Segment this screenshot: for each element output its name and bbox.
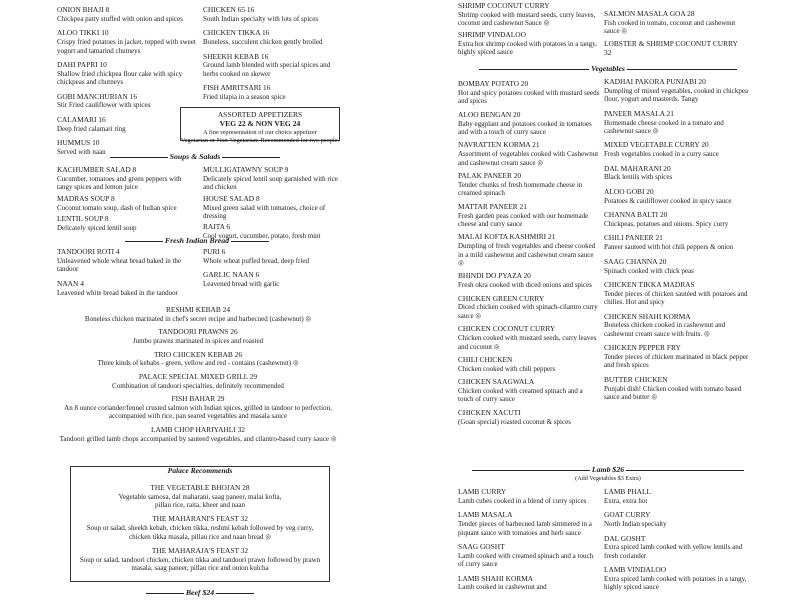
- menu-item-desc: Tender pieces of barbecued lamb simmered in a piquant sauce with tomatoes and herb sauce: [458, 520, 592, 537]
- vegetarian-icon: ◎: [475, 312, 481, 320]
- menu-item-name: CALAMARI 16: [57, 114, 106, 124]
- menu-item-desc: Vegetable samosa, dal maharani, saag paneer, malai kofta, pillau rice, raita, kheer and naan: [118, 492, 282, 509]
- menu-item-name: PALACE SPECIAL MIXED GRILL 29: [138, 371, 258, 381]
- menu-item-desc: Cucumber, tomatoes and green peppers with tangy spices and lemon juice: [57, 174, 182, 192]
- menu-item-desc: Jumbo prawns marinated in spices and roasted: [132, 337, 264, 346]
- divider: [222, 157, 280, 158]
- menu-item-desc: Spinach cooked with chick peas: [604, 266, 694, 275]
- assorted-desc-block: [155, 129, 365, 144]
- menu-item-name: NAAN 4: [57, 278, 84, 288]
- menu-item-name: LAMB CHOP HARIYAHLI 32: [151, 424, 245, 434]
- menu-item-desc: Baby eggplant and potatoes cooked in tomatoes and with a touch of curry sauce: [458, 119, 592, 136]
- menu-item-desc: Potatoes & cauliflower cooked in spicy sauce: [604, 196, 732, 205]
- menu-item-name: HOUSE SALAD 8: [203, 193, 260, 203]
- menu-item-name: BOMBAY POTATO 20: [458, 79, 529, 88]
- soups-mid: [203, 166, 338, 244]
- menu-item-name: MALAI KOFTA KASHMIRI 21: [458, 232, 556, 242]
- menu-item-desc-text: Punjabi dish! Chicken cooked with tomato based sauce and butter: [604, 384, 742, 402]
- menu-item-desc: Extra, extra hot: [604, 496, 648, 505]
- menu-item-desc: Crispy fried potatoes in jacket, topped with sweet yogurt and tamarind chutneys: [57, 38, 196, 55]
- menu-item-desc-text: Homemade cheese cooked in a tomato and cashewnut sauce: [604, 118, 724, 135]
- menu-item-desc: Fresh okra cooked with diced onions and spices: [458, 281, 592, 290]
- menu-item-desc: Dumpling of mixed vegetables, cooked in chickpea flour, yogurt and masterds. Tangy: [604, 86, 749, 104]
- section-title: Fresh Indian Bread: [164, 236, 230, 245]
- lamb-heading: [458, 465, 758, 474]
- menu-item-desc-text: Dumpling of fresh vegetables and cheese cooked in a mild cashewnut and cashewnut cream sauce: [458, 242, 596, 259]
- menu-item-name: ALOO GOBI 20: [604, 186, 654, 196]
- menu-item-desc: Tender pieces of chicken marinated in black pepper and fresh spices: [604, 353, 749, 370]
- menu-item-name: SAAG CHANNA 20: [604, 256, 667, 266]
- menu-item-name: CHICKEN SHAHI KORMA: [604, 311, 691, 321]
- menu-item-desc: Fresh vegetables cooked in a curry sauce: [604, 150, 719, 159]
- menu-item-desc: [458, 334, 600, 351]
- beef-heading: [120, 588, 280, 597]
- menu-item-name: PALAK PANEER 20: [458, 170, 522, 180]
- menu-item-name: CHICKEN TIKKA 16: [203, 28, 270, 38]
- menu-item-desc: Delicately spiced lentil soup: [57, 223, 137, 232]
- menu-item-name: GOBI MANCHURIAN 16: [57, 91, 138, 101]
- menu-item-desc: Leavened white bread baked in the tandoor: [57, 288, 178, 297]
- menu-item-desc: Lamb cubes cooked in a blend of curry spices: [458, 496, 587, 505]
- divider: [231, 241, 269, 242]
- menu-item-name: THE VEGETABLE BHOJAN 28: [150, 482, 250, 492]
- menu-item-name: ALOO BENGAN 20: [458, 109, 521, 119]
- section-title: Beef $24: [185, 588, 215, 597]
- vegetarian-icon: ◎: [652, 127, 659, 135]
- menu-item-name: CHICKEN SAAGWALA: [458, 377, 535, 387]
- menu-item-desc: North Indian specialty: [604, 520, 667, 529]
- vegetarian-icon: ◎: [537, 159, 543, 167]
- menu-item-desc: Chicken cooked with chili peppers: [458, 364, 556, 373]
- menu-item-name: CHILI CHICKEN: [458, 354, 513, 364]
- menu-item-desc: Combination of tandoori specialties, definitely recommended: [112, 381, 284, 390]
- menu-item-desc: Mixed green salad with tomatoes, choice of dressing: [203, 203, 326, 220]
- divider: [479, 69, 589, 70]
- menu-item-name: FISH AMRITSARI 16: [203, 83, 271, 93]
- menu-item-name: ONION BHAJI 8: [57, 5, 110, 14]
- menu-item-desc: [604, 19, 744, 36]
- palace-title: Palace Recommends: [167, 466, 233, 475]
- menu-item-name: SHRIMP COCONUT CURRY: [458, 1, 550, 10]
- menu-item-desc-text: Chicken cooked with mustard seeds, curry leaves and coconut: [458, 334, 597, 351]
- menu-item-name: CHILI PANEER 21: [604, 233, 663, 243]
- menu-item-desc: Cool yogurt, cucumber, potato, fresh mint: [203, 232, 321, 241]
- menu-item-desc-text: Boneless chicken cooked in cashewnut and cashewnut cream sauce with fruits.: [604, 321, 726, 338]
- vegetables-right: [604, 78, 754, 408]
- menu-item-desc-text: Three kinds of kebabs - green, yellow and red - contains (cashewnut): [97, 359, 292, 368]
- menu-item-desc: Chickpea patty stuffed with onion and spices: [57, 14, 183, 23]
- menu-item-name: LENTIL SOUP 8: [57, 213, 109, 223]
- menu-item-desc: Lamb cooked with creamed spinach and a touch of curry sauce: [458, 551, 594, 569]
- menu-item-desc: Chicken cooked with creamed spinach and a touch of curry sauce: [458, 387, 583, 404]
- menu-item-name: LAMB MASALA: [458, 510, 513, 520]
- divider: [627, 69, 737, 70]
- assorted-price: VEG 22 & NON VEG 24: [219, 119, 301, 129]
- menu-item-desc: Paneer sauteed with hot chili peppers & onion: [604, 243, 734, 252]
- menu-item-name: CHANNA BALTI 20: [604, 210, 668, 220]
- menu-item-desc: Tender chunks of fresh homemade cheese in creamed spinach: [458, 180, 583, 198]
- menu-item-desc: Black lentils with spices: [604, 173, 673, 182]
- menu-item-name: CHICKEN GREEN CURRY: [458, 293, 545, 303]
- menu-item-desc: Whole wheat puffed bread, deep fried: [203, 256, 309, 265]
- menu-item-name: GARLIC NAAN 6: [203, 270, 260, 280]
- soups-heading: [100, 152, 290, 161]
- menu-item-desc: Leavened bread with garlic: [203, 280, 280, 289]
- menu-item-desc: Chickpeas, potatoes and onions. Spicy curry: [604, 219, 729, 228]
- menu-item-name: CHICKEN XACUTI: [458, 407, 521, 417]
- menu-item-name: KACHUMBER SALAD 8: [57, 165, 137, 174]
- menu-item-name: CHICKEN 65 16: [203, 5, 255, 14]
- lamb-left: [458, 488, 600, 592]
- menu-item-name: SHEEKH KEBAB 16: [203, 51, 269, 61]
- menu-item-desc: An 8 ounce coriander/fennel crusted salmon with Indian spices, grilled in tandoor to perfection, accompanied with rice, pan seared vegetables and masala sauce: [64, 403, 332, 421]
- menu-item-name: HUMMUS 10: [57, 138, 100, 148]
- menu-item-desc: Shallow fried chickpea flour cake with spicy chickpeas and chutneys: [57, 69, 183, 87]
- menu-item-desc: [604, 119, 754, 136]
- menu-item-desc: [458, 242, 600, 267]
- divider: [110, 157, 168, 158]
- bread-heading: [112, 236, 282, 245]
- menu-item-desc: Lamb cooked in cashewnut and: [458, 583, 547, 592]
- menu-item-desc: [71, 524, 329, 541]
- menu-item-name: BHINDI DO PYAZA 20: [458, 271, 531, 281]
- palace-recommends-box: [70, 466, 330, 582]
- vegetarian-icon: ◎: [458, 259, 464, 267]
- bread-left: [57, 248, 197, 303]
- menu-item-desc: [604, 385, 754, 402]
- menu-item-name: MADRAS SOUP 8: [57, 193, 115, 203]
- menu-item-name: ALOO TIKKI 10: [57, 28, 109, 38]
- lamb-subtitle: (Add Vegetables $3 Extra): [575, 475, 641, 482]
- menu-item-name: TRIO CHICKEN KEBAB 26: [153, 349, 243, 359]
- menu-item-desc: Deep fried calamari ring: [57, 124, 126, 133]
- menu-item-desc: Tender pieces of chicken sautéed with potatoes and chilies. Hot and spicy: [604, 289, 748, 307]
- divider: [626, 470, 744, 471]
- menu-item-name: PURI 6: [203, 247, 226, 256]
- menu-item-desc: [48, 315, 348, 323]
- menu-item-name: DAHI PAPRI 10: [57, 59, 107, 69]
- menu-item-name: RAITA 6: [203, 222, 231, 232]
- menu-item-name: FISH BAHAR 29: [171, 394, 225, 404]
- section-title: Lamb $26: [591, 465, 625, 474]
- section-title: Vegetables: [591, 64, 625, 73]
- assorted-note: Vegetarian or Non-Vegetarian: Recommended for two people.: [180, 136, 340, 144]
- vegetarian-icon: ◎: [703, 330, 710, 338]
- menu-item-name: LAMB SHAHI KORMA: [458, 573, 534, 583]
- menu-item-name: SHRIMP VINDALOO: [458, 29, 526, 39]
- menu-item-name: LAMB CURRY: [458, 487, 507, 496]
- menu-item-desc: Stir Fried cauliflower with spices: [57, 101, 151, 110]
- menu-item-desc: Fresh garden peas cooked with our homemade cheese and curry sauce: [458, 211, 589, 228]
- menu-item-desc: Unleavened whole wheat bread baked in the tandoor: [57, 256, 182, 274]
- menu-item-desc: [458, 303, 600, 320]
- menu-item-name: MIXED VEGETABLE CURRY 20: [604, 140, 709, 150]
- appetizers-mid: [203, 6, 338, 107]
- menu-item-name: GOAT CURRY: [604, 510, 651, 520]
- vegetables-left: [458, 80, 600, 431]
- menu-item-desc: Coconut tomato soup, dash of Indian spice: [57, 203, 177, 212]
- menu-item-name: TANDOORI PRAWNS 26: [158, 327, 238, 337]
- menu-item-desc: Extra hot shrimp cooked with potatoes in a tangy, highly spiced sauce: [458, 39, 597, 56]
- vegetarian-icon: ◎: [330, 435, 337, 443]
- menu-item-desc: [48, 359, 348, 367]
- menu-item-desc: Soup or salad, tandoori chicken, chicken tikka and tandoori prawn followed by prawn masala, saag paneer, pillau rice and onion kulcha: [79, 555, 321, 573]
- menu-item-name: DAL GOSHT: [604, 533, 646, 543]
- menu-item-name: RESHMI KEBAB 24: [165, 305, 231, 314]
- menu-item-desc: Extra spiced lamb cooked with potatoes in a tangy, highly spiced sauce: [604, 575, 747, 592]
- lamb-right: [604, 488, 754, 592]
- menu-item-desc-text: Fish cooked in tomato, coconut and cashewnut sauce: [604, 18, 736, 36]
- menu-item-name: NAVRATTEN KORMA 21: [458, 140, 540, 150]
- menu-item-name: TANDOORI ROTI 4: [57, 247, 120, 256]
- menu-item-name: SALMON MASALA GOA 28: [604, 9, 695, 18]
- menu-item-desc: Fried tilapia in a season spice: [203, 93, 286, 102]
- vegetarian-icon: ◎: [651, 393, 657, 401]
- vegetarian-icon: ◎: [493, 343, 500, 350]
- divider: [472, 470, 590, 471]
- menu-item-desc: [458, 150, 600, 167]
- seafood-left: [458, 2, 598, 62]
- vegetarian-icon: ◎: [265, 533, 271, 541]
- tandoor-list: [48, 306, 348, 448]
- menu-item-desc: [604, 321, 754, 338]
- menu-item-name: CHICKEN TIKKA MADRAS: [604, 279, 695, 289]
- menu-item-desc-text: Boneless chicken marinated in chef's secret recipe and barbecued (cashewnut): [84, 314, 304, 323]
- menu-item-desc: Ground lamb blended with special spices and herbs cooked on skewer: [203, 61, 331, 78]
- seafood-right: [604, 10, 744, 63]
- divider: [146, 593, 184, 594]
- menu-item-name: BUTTER CHICKEN: [604, 374, 668, 384]
- menu-item-name: LOBSTER & SHRIMP COCONUT CURRY 32: [604, 38, 738, 57]
- vegetarian-icon: ◎: [543, 19, 550, 27]
- menu-item-name: THE MAHARANI'S FEAST 32: [152, 514, 248, 524]
- menu-item-desc: Extra spiced lamb cooked with yellow lentils and fresh coriander: [604, 543, 743, 560]
- vegetarian-icon: ◎: [305, 315, 312, 323]
- assorted-desc: A fine representation of our choice appetizer: [203, 129, 317, 136]
- menu-item-name: MULLIGATAWNY SOUP 9: [203, 165, 289, 174]
- menu-item-desc-text: Diced chicken cooked with spinach-cilantro curry sauce: [458, 303, 598, 320]
- menu-item-name: CHICKEN COCONUT CURRY: [458, 324, 556, 334]
- bread-mid: [203, 248, 338, 295]
- menu-item-desc-text: Soup or salad, sheekh kebab, chicken tikka, reshmi kebab followed by veg curry, chicken tikka masala, pillau rice and naan bread: [86, 524, 314, 541]
- assorted-title: ASSORTED APPETIZERS: [217, 110, 303, 119]
- soups-left: [57, 166, 197, 235]
- menu-item-desc: [458, 11, 598, 28]
- menu-item-desc-text: Assortment of vegetables cooked with Cashewnut and cashewnut cream sauce: [458, 150, 599, 167]
- menu-item-desc: [48, 435, 348, 443]
- menu-item-desc: Boneless, succulent chicken gently broiled: [203, 38, 323, 47]
- menu-item-name: MATTAR PANEER 21: [458, 201, 527, 211]
- vegetables-heading: [458, 64, 758, 73]
- menu-item-desc: South Indian specialty with lots of spices: [203, 14, 319, 23]
- section-title: Soups & Salads: [169, 152, 221, 161]
- menu-item-desc: (Goan special) roasted coconut & spices: [458, 417, 571, 426]
- menu-item-name: THE MAHARAJA'S FEAST 32: [151, 545, 249, 555]
- vegetarian-icon: ◎: [292, 359, 299, 367]
- menu-item-desc: Served with naan: [57, 147, 106, 156]
- vegetarian-icon: ◎: [621, 27, 627, 35]
- menu-item-name: SAAG GOSHT: [458, 541, 505, 551]
- divider: [216, 593, 254, 594]
- menu-item-name: KADHAI PAKORA PUNJABI 20: [604, 77, 706, 86]
- divider: [125, 241, 163, 242]
- menu-item-desc-text: Shrimp cooked with mustard seeds, curry leaves, coconut and cashewnut Sauce: [458, 10, 596, 28]
- menu-item-desc: Delicately spiced lentil soup garnished with rice and chicken: [203, 174, 338, 192]
- menu-item-name: CHICKEN PEPPER FRY: [604, 343, 681, 353]
- menu-item-name: LAMB PHALL: [604, 487, 652, 496]
- menu-item-desc: Hot and spicy potatoes cooked with mustard seeds and spices: [458, 88, 600, 106]
- menu-item-name: DAL MAHARANI 20: [604, 163, 671, 173]
- menu-item-name: LAMB VINDALOO: [604, 565, 667, 575]
- menu-item-desc-text: Tandoori grilled lamb chops accompanied by sauteed vegetables, and cilantro-based curry sauce: [59, 434, 329, 443]
- menu-item-name: PANEER MASALA 21: [604, 108, 674, 118]
